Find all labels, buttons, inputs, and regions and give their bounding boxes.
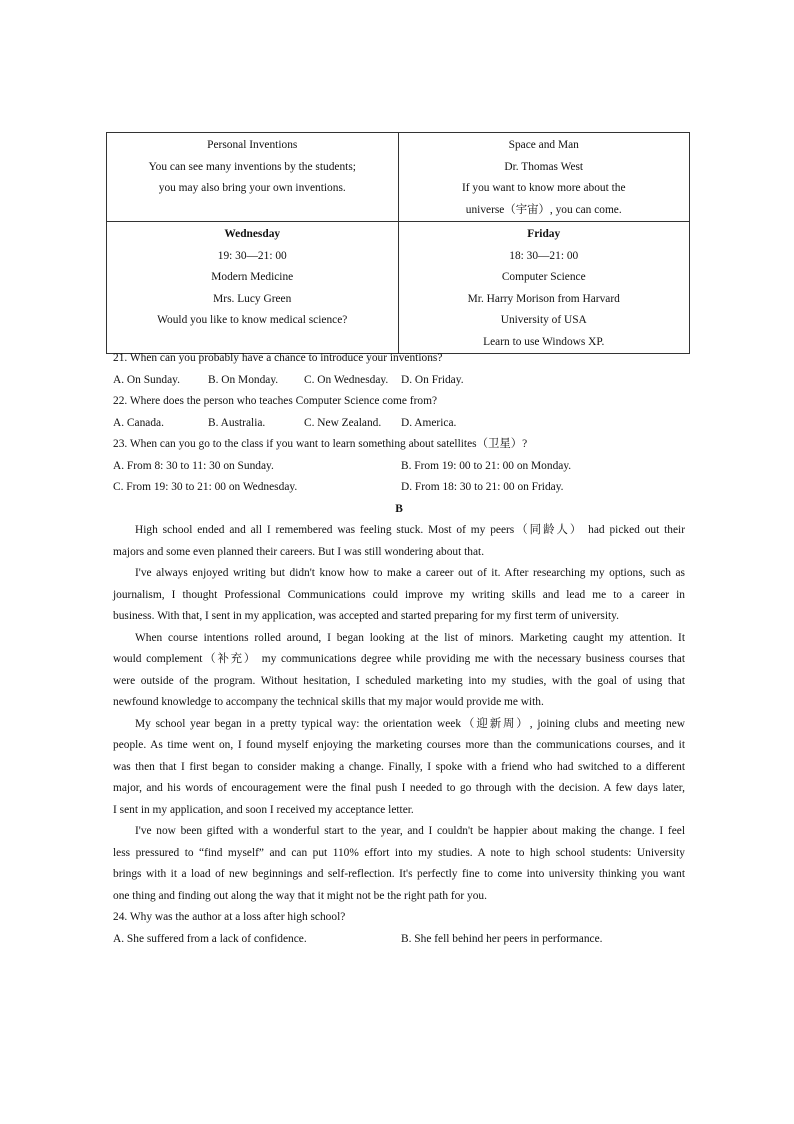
cell-line: Modern Medicine — [211, 271, 294, 283]
schedule-cell-friday — [398, 222, 690, 354]
schedule-table — [106, 132, 690, 354]
cell-line: you may also bring your own inventions. — [158, 182, 346, 194]
schedule-row — [107, 133, 690, 222]
question-21: 21. When can you probably have a chance to introduce your inventions? — [113, 352, 443, 364]
cell-line: Computer Science — [501, 271, 586, 283]
passage-paragraph-1 — [113, 520, 685, 563]
passage-paragraph-2 — [113, 563, 685, 628]
option-a: A. She suffered from a lack of confidence. — [113, 932, 307, 945]
passage-line: were outside of the program. Without hesitation, I scheduled marketing into my studies, with the goal of using that — [113, 674, 685, 687]
option-d: D. On Friday. — [401, 373, 464, 386]
option-c: C. From 19: 30 to 21: 00 on Wednesday. — [113, 481, 298, 493]
option-c: C. New Zealand. — [304, 416, 382, 429]
option-b: B. From 19: 00 to 21: 00 on Monday. — [401, 459, 572, 472]
cell-line: Mr. Harry Morison from Harvard — [467, 292, 620, 305]
passage-line: less pressured to “find myself” and can put 110% effort into my studies. A note to high school students: University — [113, 846, 685, 859]
option-b: B. On Monday. — [208, 373, 279, 386]
cell-line: universe（宇宙）, you can come. — [465, 203, 622, 216]
question-22-options — [113, 413, 685, 435]
question-22: 22. Where does the person who teaches Computer Science come from? — [113, 395, 437, 407]
passage-line: would complement（补充） my communications degree while providing me with the necessary business courses that — [113, 653, 685, 665]
schedule-cell-wednesday — [107, 222, 399, 354]
passage-line: I sent in my application, and soon I received my acceptance letter. — [113, 803, 414, 816]
passage-line: majors and some even planned their careers. But I was still wondering about that. — [113, 545, 485, 558]
cell-line: University of USA — [500, 314, 587, 326]
option-b: B. Australia. — [208, 416, 266, 429]
passage-line: major, and his words of encouragement were the final push I needed to go through with the decision. A few days later, — [113, 782, 685, 794]
question-24: 24. Why was the author at a loss after high school? — [113, 911, 346, 923]
passage-line: newfound knowledge to accompany the technical skills that my major would provide me with. — [113, 696, 544, 708]
day-label: Wednesday — [224, 228, 281, 240]
passage-line: business. With that, I sent in my application, was accepted and started preparing for my first term of university. — [113, 610, 619, 622]
passage-line: one thing and finding out along the way that it might not be the right path for you. — [113, 889, 487, 902]
passage-line: I've now been gifted with a wonderful start to the year, and I couldn't be happier about making the change. I feel — [135, 825, 685, 837]
cell-line: Space and Man — [508, 139, 579, 151]
questions-and-passage — [113, 348, 685, 950]
question-23-options-cd — [113, 477, 685, 499]
question-23: 23. When can you go to the class if you want to learn something about satellites（卫星）? — [113, 438, 528, 450]
option-a: A. From 8: 30 to 11: 30 on Sunday. — [113, 459, 274, 472]
passage-line: High school ended and all I remembered was feeling stuck. Most of my peers（同龄人） had picked out their — [135, 524, 685, 536]
cell-line: 18: 30—21: 00 — [509, 249, 579, 262]
cell-line: Personal Inventions — [207, 139, 298, 151]
day-label: Friday — [527, 228, 561, 240]
schedule-cell-space-and-man — [398, 133, 690, 222]
cell-line: Dr. Thomas West — [504, 160, 584, 173]
cell-line: If you want to know more about the — [461, 182, 626, 194]
option-d: D. From 18: 30 to 21: 00 on Friday. — [401, 481, 564, 493]
passage-line: When course intentions rolled around, I began looking at the list of minors. Marketing caught my attention. It — [135, 631, 685, 644]
cell-line: You can see many inventions by the students; — [148, 160, 356, 173]
option-d: D. America. — [401, 416, 457, 429]
section-heading: B — [395, 502, 403, 515]
passage-line: was then that I first began to consider making a change. Finally, I spoke with a friend who had switched to a different — [113, 760, 685, 773]
passage-paragraph-3 — [113, 628, 685, 714]
passage-paragraph-5 — [113, 821, 685, 907]
cell-line: 19: 30—21: 00 — [217, 249, 287, 262]
option-c: C. On Wednesday. — [304, 373, 389, 386]
passage-line: I've always enjoyed writing but didn't know how to make a career out of it. After researching my options, such as — [135, 567, 685, 579]
question-24-options — [113, 929, 685, 951]
schedule-cell-personal-inventions — [107, 133, 399, 222]
option-a: A. On Sunday. — [113, 373, 180, 386]
option-b: B. She fell behind her peers in performance. — [401, 932, 603, 945]
schedule-row — [107, 222, 690, 354]
option-a: A. Canada. — [113, 416, 164, 429]
cell-line: Mrs. Lucy Green — [213, 292, 292, 305]
passage-line: brings with it a load of new beginnings and self-reflection. It's perfectly fine to come into university thinking you want — [113, 868, 685, 880]
passage-line: My school year began in a pretty typical way: the orientation week（迎新周）, joining clubs and meeting new — [135, 717, 685, 730]
passage-paragraph-4 — [113, 714, 685, 822]
question-23-options-ab — [113, 456, 685, 478]
cell-line: Learn to use Windows XP. — [483, 335, 605, 348]
question-21-options — [113, 370, 685, 392]
passage-line: journalism, I thought Professional Communications could improve my writing skills and lead me to a career in — [113, 588, 685, 601]
cell-line: Would you like to know medical science? — [157, 314, 348, 326]
passage-line: people. As time went on, I found myself enjoying the marketing courses more than the communications courses, and it — [113, 739, 685, 751]
